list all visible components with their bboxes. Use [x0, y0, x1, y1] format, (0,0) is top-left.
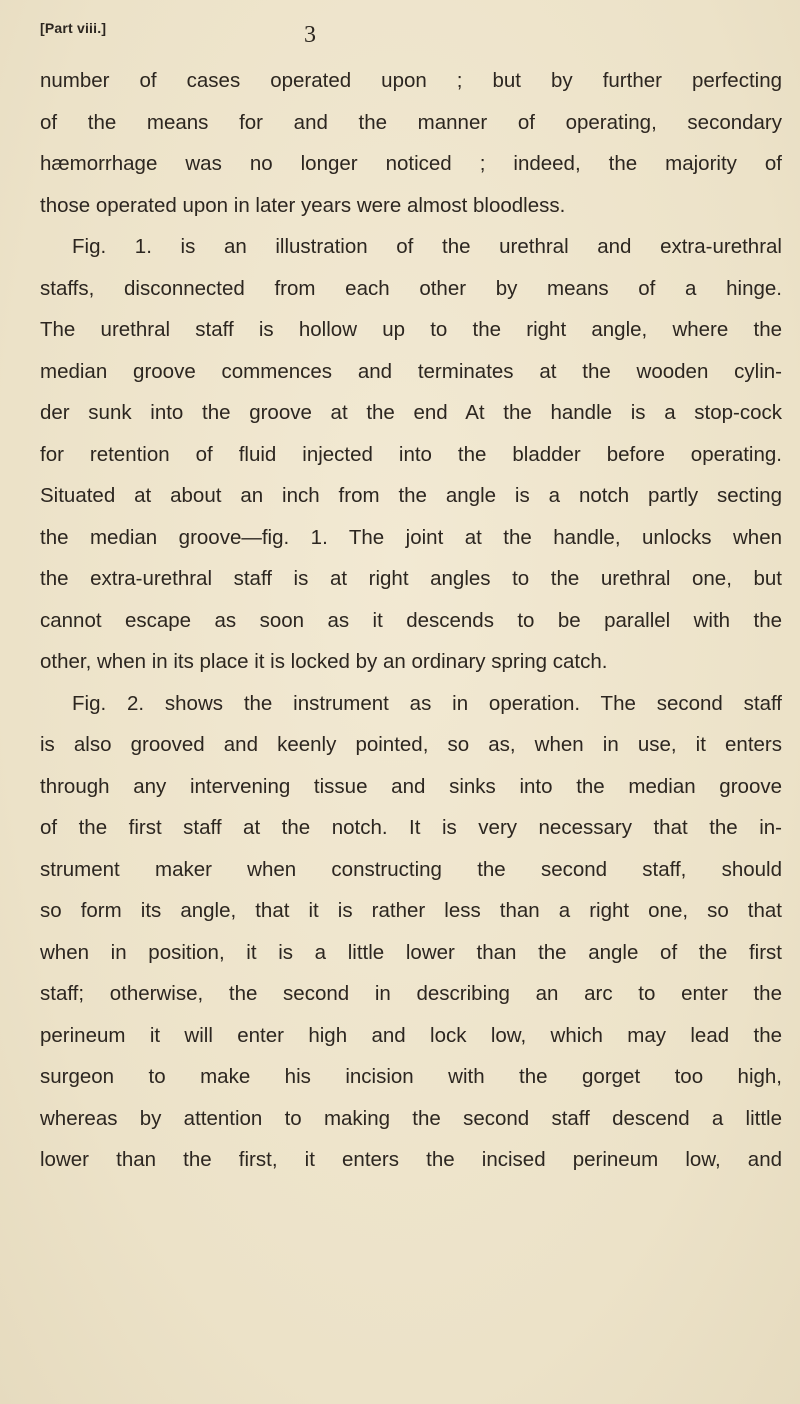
text-line: der sunk into the groove at the end At the handle is a stop-cock: [40, 401, 782, 424]
text-line: median groove commences and terminates at the wooden cylin-: [40, 359, 782, 383]
text-line: of the first staff at the notch. It is very necessary that the in-: [40, 816, 782, 839]
text-line: the median groove—fig. 1. The joint at the handle, unlocks when: [40, 525, 782, 549]
page-header: [40, 20, 660, 50]
text-line: cannot escape as soon as it descends to be parallel with the: [40, 608, 782, 632]
text-line: number of cases operated upon ; but by further perfecting: [40, 69, 782, 92]
text-line: Fig. 1. is an illustration of the urethral and extra-urethral: [72, 235, 782, 258]
text-line: when in position, it is a little lower than the angle of the first: [40, 940, 782, 964]
text-line: perineum it will enter high and lock low, which may lead the: [40, 1023, 782, 1047]
body-text: [40, 60, 782, 1181]
text-line: so form its angle, that it is rather less than a right one, so that: [40, 899, 782, 922]
text-line: strument maker when constructing the second staff, should: [40, 857, 782, 881]
text-line: the extra-urethral staff is at right angles to the urethral one, but: [40, 567, 782, 590]
page-number: 3: [304, 22, 316, 48]
text-line: lower than the first, it enters the incised perineum low, and: [40, 1148, 782, 1171]
text-line: Fig. 2. shows the instrument as in operation. The second staff: [72, 691, 782, 715]
text-line: of the means for and the manner of operating, secondary: [40, 110, 782, 134]
text-line: staff; otherwise, the second in describing an arc to enter the: [40, 982, 782, 1005]
text-line: staffs, disconnected from each other by means of a hinge.: [40, 276, 782, 300]
text-line: Situated at about an inch from the angle is a notch partly secting: [40, 484, 782, 507]
text-line: The urethral staff is hollow up to the right angle, where the: [40, 318, 782, 341]
text-line: other, when in its place it is locked by an ordinary spring catch.: [40, 650, 608, 673]
text-line: through any intervening tissue and sinks into the median groove: [40, 774, 782, 798]
text-line: hæmorrhage was no longer noticed ; indeed, the majority of: [40, 152, 782, 175]
part-label: [Part viii.]: [40, 20, 107, 36]
text-line: is also grooved and keenly pointed, so as, when in use, it enters: [40, 733, 782, 756]
text-line: for retention of fluid injected into the bladder before operating.: [40, 442, 782, 466]
text-line: whereas by attention to making the second staff descend a little: [40, 1106, 782, 1130]
text-line: those operated upon in later years were almost bloodless.: [40, 193, 566, 217]
text-line: surgeon to make his incision with the gorget too high,: [40, 1065, 782, 1088]
